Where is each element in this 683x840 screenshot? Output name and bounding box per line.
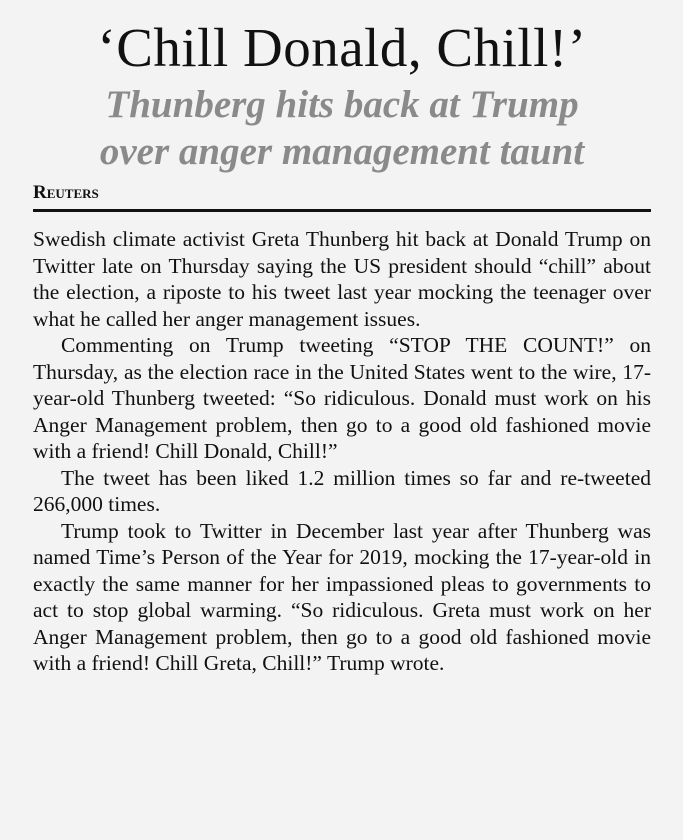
paragraph-4: Trump took to Twitter in December last year after Thunberg was named Time’s Person of the Year for 2019, mocking the 17-year-old in exactly the same manner for her impassioned pleas to governments to act to stop global warming. “So ridiculous. Greta must work on her Anger Management problem, then go to a good old fashioned movie with a friend! Chill Greta, Chill!” Trump wrote. bbox=[33, 518, 651, 675]
article-body bbox=[33, 226, 651, 677]
headline: ‘Chill Donald, Chill!’ bbox=[97, 17, 587, 78]
paragraph-2: Commenting on Trump tweeting “STOP THE COUNT!” on Thursday, as the election race in the United States went to the wire, 17-year-old Thunberg tweeted: “So ridiculous. Donald must work on his Anger Management problem, then go to a good old fashioned movie with a friend! Chill Donald, Chill!” bbox=[33, 333, 651, 463]
paragraph-3: The tweet has been liked 1.2 million times so far and re-tweeted 266,000 times. bbox=[33, 465, 651, 516]
byline: Reuters bbox=[33, 181, 651, 212]
subheadline-line-2: over anger management taunt bbox=[99, 130, 585, 173]
subheadline-line-1: Thunberg hits back at Trump bbox=[105, 83, 579, 126]
paragraph-1: Swedish climate activist Greta Thunberg hit back at Donald Trump on Twitter late on Thursday saying the US president should “chill” about the election, a riposte to his tweet last year mocking the teenager over what he called her anger management issues. bbox=[33, 227, 651, 331]
subheadline bbox=[33, 81, 651, 175]
